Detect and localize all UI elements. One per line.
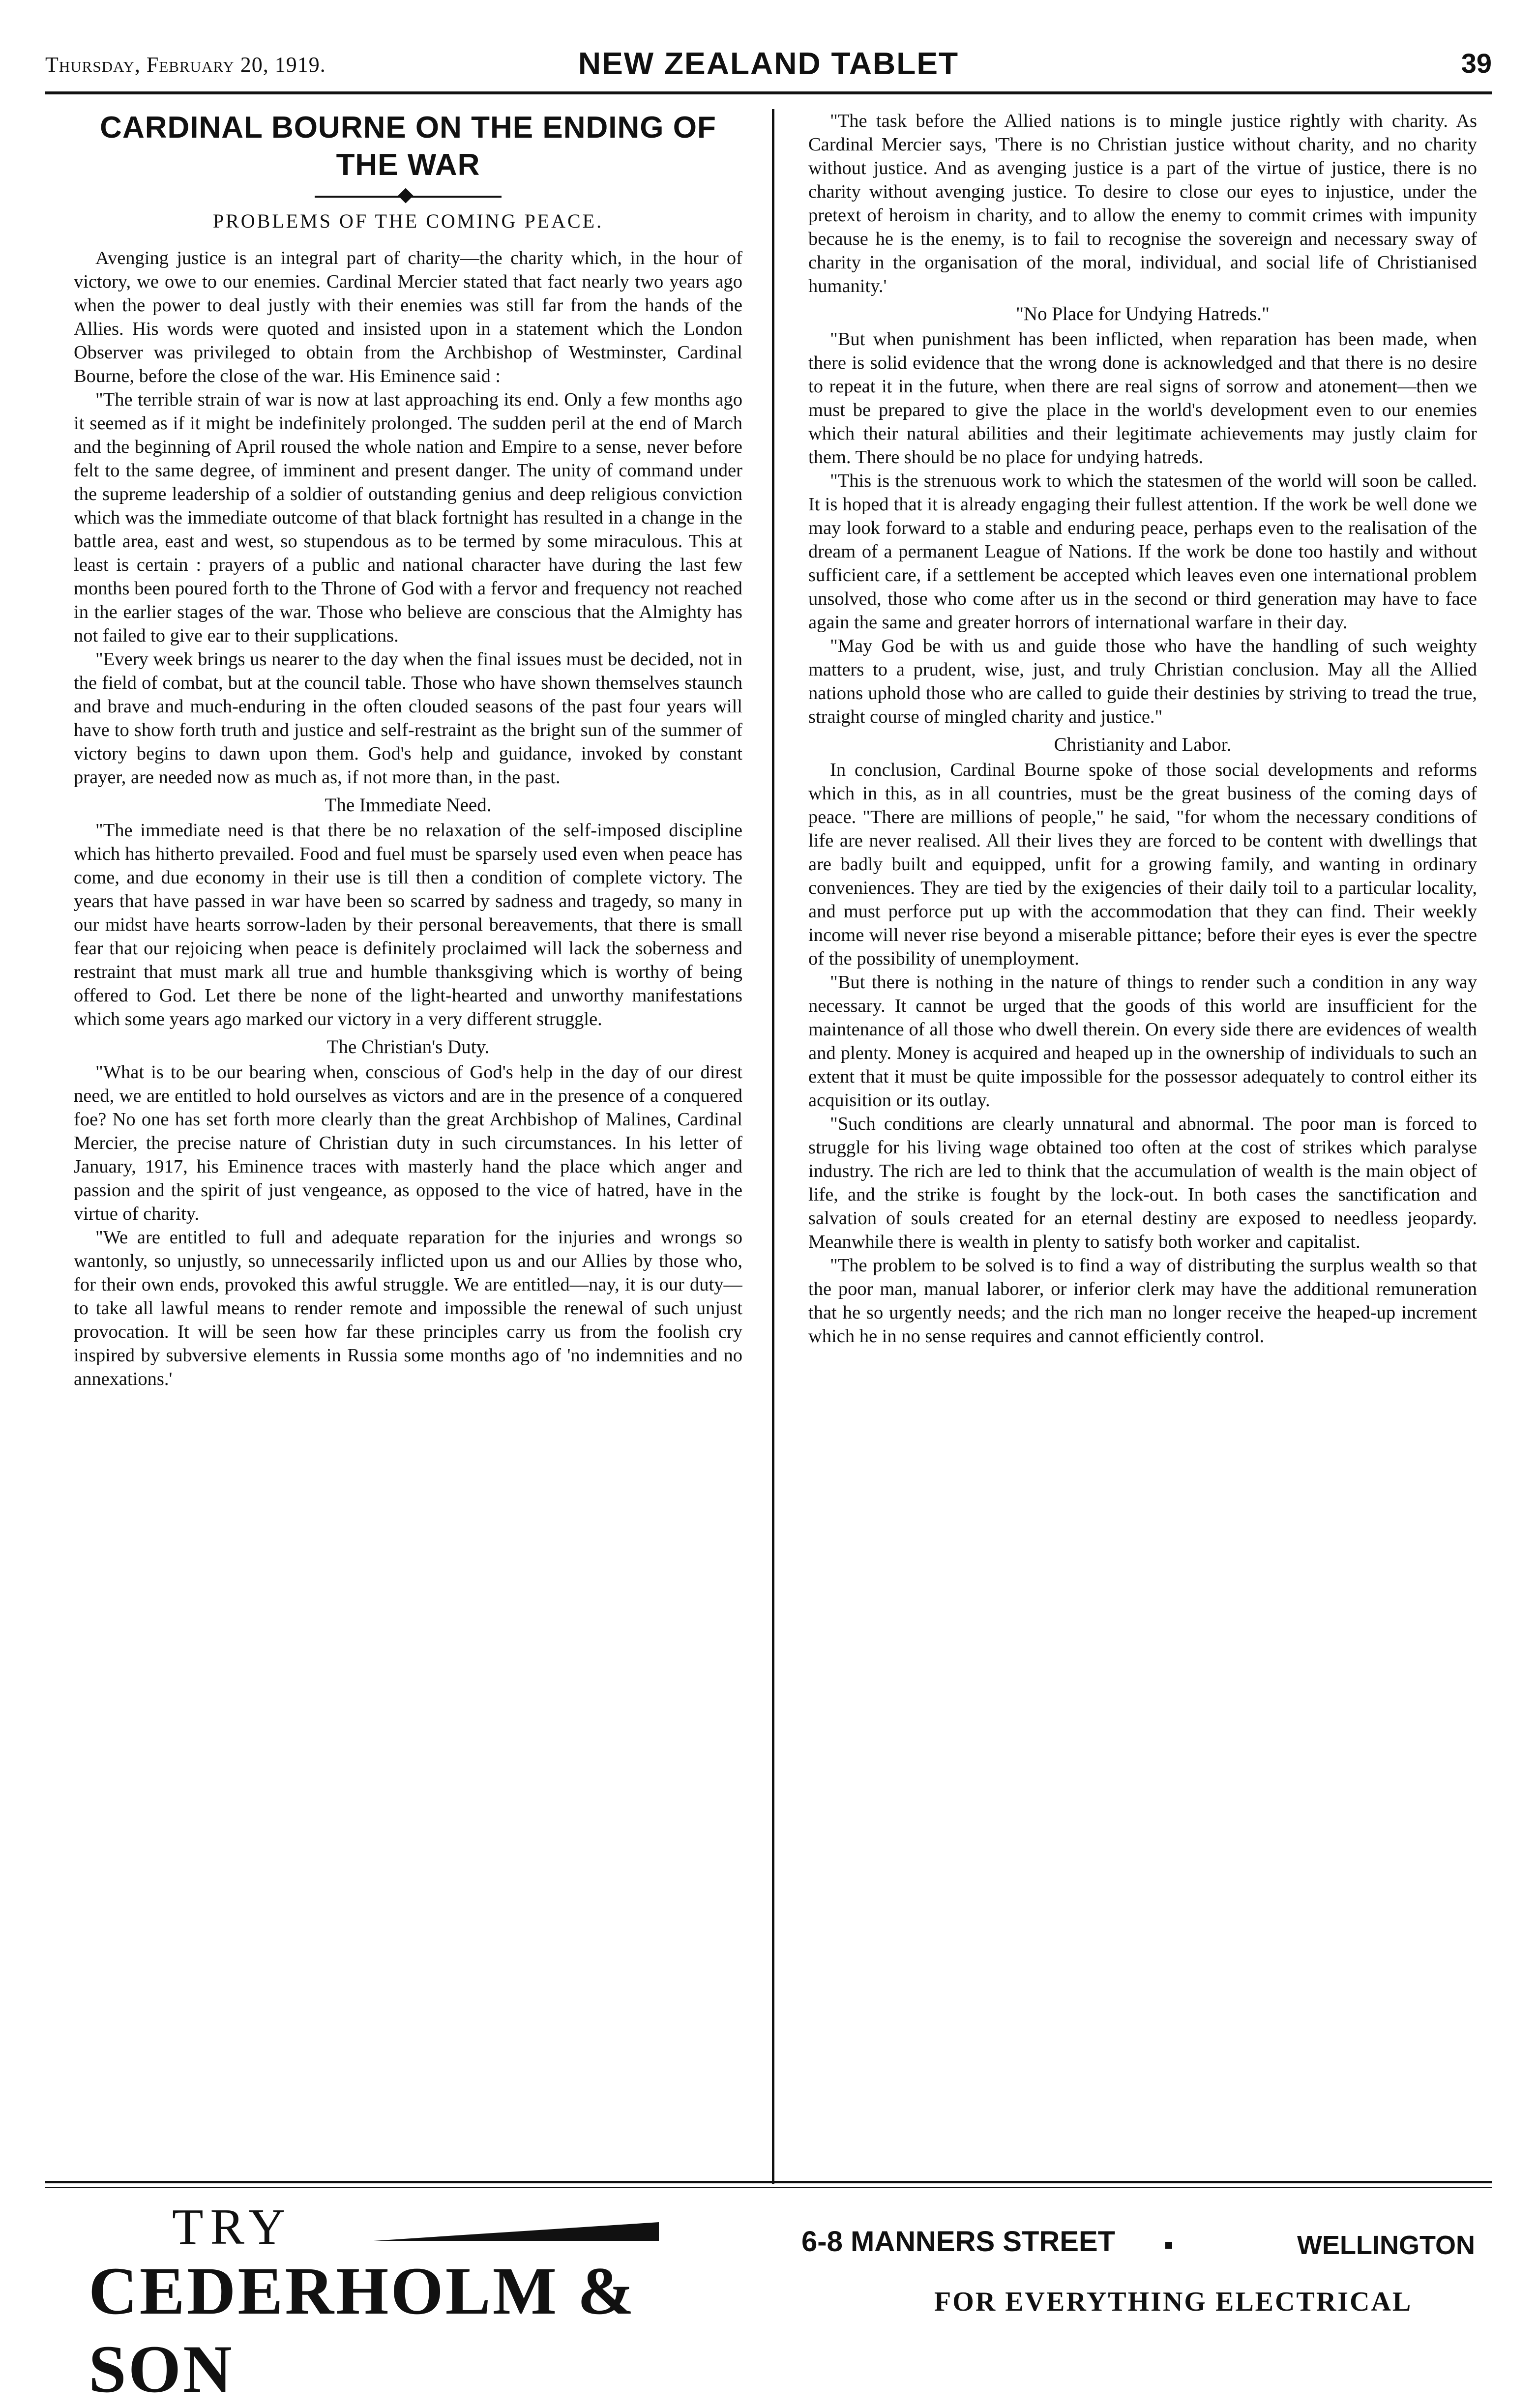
paragraph: "The terrible strain of war is now at last approaching its end. Only a few months ago it seemed as if it might be indefinitely prolonged. The sudden peril at the end of March and the beginning of April roused the whole nation and Empire to a sense, never before felt to the same degree, of imminent and present danger. The unity of command under the supreme leadership of a soldier of outstanding genius and deep religious conviction which was the immediate outcome of that black fortnight has resulted in a change in the battle area, east and west, so stupendous as to be termed by some miraculous. This at least is certain : prayers of a public and national character have during the last few months been poured forth to the Throne of God with a fervor and frequency not reached in the earlier stages of the war. Those who believe are conscious that the Almighty has not failed to give ear to their supplications. <box>74 389 742 646</box>
ad-city: WELLINGTON <box>1297 2231 1475 2260</box>
paragraph: "Such conditions are clearly unnatural and abnormal. The poor man is forced to struggle for his living wage obtained too often at the cost of strikes which paralyse industry. The rich are led to think that the accumulation of wealth is the main object of life, and the strike is fought by the lock-out. In both cases the sanctification and salvation of souls created for an eternal destiny are exposed to needless jeopardy. Meanwhile there is wealth in plenty to satisfy both worker and capitalist. <box>808 1114 1477 1252</box>
paragraph: "The problem to be solved is to find a way of distributing the surplus wealth so that the poor man, manual laborer, or inferior clerk may have the additional remuneration that he so urgently needs; and the rich man no longer receive the heaped-up increment which he in no sense requires and cannot efficiently control. <box>808 1255 1477 1347</box>
column-divider <box>772 109 774 2184</box>
paragraph: "What is to be our bearing when, conscious of God's help in the day of our direst need, we are entitled to hold ourselves as victors and are in the presence of a conquered foe? No one has set forth more clearly than the great Archbishop of Malines, Cardinal Mercier, the precise nature of Christian duty in such circumstances. In his letter of January, 1917, his Eminence traces with masterly hand the place which anger and passion and the spirit of just vengeance, as opposed to the vice of hatred, have in the virtue of charity. <box>74 1062 742 1224</box>
ad-try-text: TRY <box>172 2199 293 2255</box>
advertisement-right <box>787 2198 1475 2345</box>
paragraph: "May God be with us and guide those who have the handling of such weighty matters to a prudent, wise, just, and truly Christian conclusion. May all the Allied nations uphold those who are called to guide their destinies by striving to tread the true, straight course of mingled charity and justice." <box>808 636 1477 727</box>
section-heading-christians-duty: The Christian's Duty. <box>326 1036 490 1057</box>
section-heading-immediate-need: The Immediate Need. <box>325 794 492 816</box>
header-rule <box>45 91 1492 94</box>
headline-ornament <box>74 188 742 205</box>
section-heading-christianity-and-labor: Christianity and Labor. <box>1054 734 1232 755</box>
publication-title: NEW ZEALAND TABLET <box>578 46 959 81</box>
right-column <box>808 109 1477 2179</box>
ad-separator-bullet <box>1165 2242 1172 2249</box>
paragraph: Avenging justice is an integral part of charity—the charity which, in the hour of victory, we owe to our enemies. Cardinal Mercier stated that fact nearly two years ago when the power to deal justly with their enemies was still far from the hands of the Allies. His words were quoted and insisted upon in a statement which the London Observer was privileged to obtain from the Archbishop of Westminster, Cardinal Bourne, before the close of the war. His Eminence said : <box>74 248 742 386</box>
section-heading-no-place-for-hatreds: "No Place for Undying Hatreds." <box>1016 303 1270 324</box>
article-headline: CARDINAL BOURNE ON THE ENDING OF THE WAR <box>100 111 716 182</box>
paragraph: In conclusion, Cardinal Bourne spoke of those social developments and reforms which in this, as in all countries, must be the great business of the coming days of peace. "There are millions of people," he said, "for whom the necessary conditions of life are never realised. All their lives they are forced to be content with dwellings that are badly built and equipped, unfit for a growing family, and wanting in ordinary conveniences. They are tied by the exigencies of their daily toil to a particular locality, and must perforce put up with the accommodation that they can find. Their weekly income will never rise beyond a miserable pittance; before their eyes is ever the spectre of the possibility of unemployment. <box>808 760 1477 969</box>
paragraph: "But there is nothing in the nature of things to render such a condition in any way necessary. It cannot be urged that the goods of this world are insufficient for the maintenance of all those who dwell therein. On every side there are evidences of wealth and plenty. Money is acquired and heaped up in the ownership of individuals to such an extent that it must be quite impossible for the possessor adequately to control either its acquisition or its outlay. <box>808 972 1477 1111</box>
paragraph: "Every week brings us nearer to the day when the final issues must be decided, not in the field of combat, but at the council table. Those who have shown themselves staunch and brave and much-enduring in the often clouded seasons of the past four years will have to show forth truth and justice and self-restraint as the bright sun of the summer of victory begins to dawn upon them. God's help and guidance, invoked by constant prayer, are needed now as much as, if not more than, in the past. <box>74 649 742 788</box>
paragraph: "This is the strenuous work to which the statesmen of the world will soon be called. It is hoped that it is already engaging their fullest attention. If the work be well done we may look forward to a stable and enduring peace, perhaps even to the realisation of the dream of a permanent League of Nations. If the work be done too hastily and without sufficient care, if a settlement be accepted which leaves even one international problem unsolved, those who come after us in the second or third generation may have to face again the same and greater horrors of international warfare in their day. <box>808 470 1477 633</box>
paragraph: "The task before the Allied nations is to mingle justice rightly with charity. As Cardinal Mercier says, 'There is no Christian justice without charity, and no charity without justice. And as avenging justice is a part of the virtue of justice, there is no charity without avenging justice. To desire to close our eyes to injustice, under the pretext of heroism in charity, and to allow the enemy to commit crimes with impunity because he is the enemy, is to fail to recognise the sovereign and necessary sway of charity in the organisation of the moral, individual, and social life of Christianised humanity.' <box>808 111 1477 296</box>
diamond-ornament-icon <box>398 188 413 203</box>
left-column <box>74 109 742 2179</box>
ad-company-name: CEDERHOLM & SON <box>89 2253 636 2407</box>
ad-tagline: FOR EVERYTHING ELECTRICAL <box>934 2287 1413 2317</box>
issue-date: Thursday, February 20, 1919. <box>45 53 326 77</box>
running-header <box>45 45 1492 89</box>
page-number: 39 <box>1461 48 1492 79</box>
article-subheadline: PROBLEMS OF THE COMING PEACE. <box>212 210 604 232</box>
paragraph: "The immediate need is that there be no relaxation of the self-imposed discipline which has hitherto prevailed. Food and fuel must be sparsely used even when peace has come, and due economy in their use is till then a condition of complete victory. The years that have passed in war have been so scarred by sadness and tragedy, so many in our midst have hearts sorrow-laden by their personal bereavements, that there is small fear that our rejoicing when peace is definitely proclaimed will lack the soberness and restraint that must mark all true and humble thanksgiving which is worthy of being offered to God. Let there be none of the light-hearted and unworthy manifestations which some years ago marked our victory in a very different struggle. <box>74 820 742 1029</box>
advertisement-rule-thin <box>45 2187 1492 2188</box>
paragraph: "But when punishment has been inflicted, when reparation has been made, when there is solid evidence that the wrong done is acknowledged and that there is no desire to repeat it in the future, when there are real signs of sorrow and atonement—then we must be prepared to give the place in the world's development even to our enemies which their natural abilities and their legitimate achievements may justly claim for them. There should be no place for undying hatreds. <box>808 329 1477 468</box>
ad-wedge-ornament <box>374 2222 659 2241</box>
advertisement-left <box>74 2198 747 2407</box>
paragraph: "We are entitled to full and adequate reparation for the injuries and wrongs so wantonly, so unjustly, so unnecessarily inflicted upon us and our Allies by those who, for their own ends, provoked this awful struggle. We are entitled—nay, it is our duty—to take all lawful means to render remote and impossible the renewal of such unjust provocation. It will be seen how far these principles carry us from the foolish cry inspired by subversive elements in Russia some months ago of 'no indemnities and no annexations.' <box>74 1227 742 1389</box>
advertisement-rule <box>45 2181 1492 2183</box>
ad-address: 6-8 MANNERS STREET <box>801 2226 1116 2258</box>
